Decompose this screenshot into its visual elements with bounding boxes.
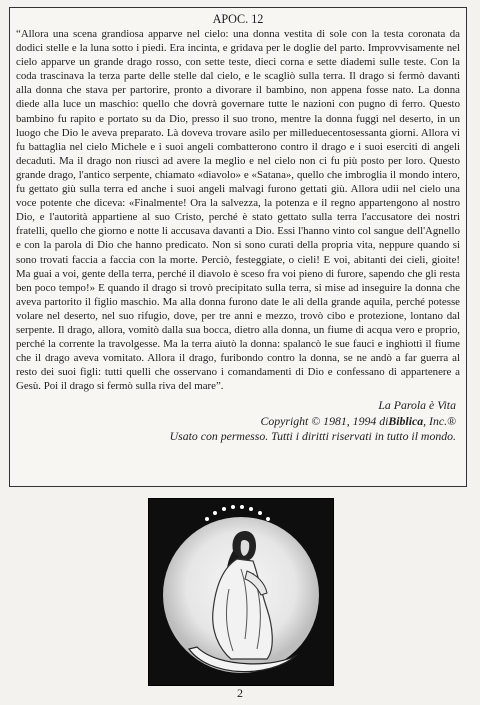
- publisher-name: Biblica: [388, 413, 424, 428]
- chapter-heading: APOC. 12: [212, 12, 264, 26]
- credit-copyright: Copyright © 1981, 1994 diBiblica, Inc.®: [260, 413, 456, 428]
- credit-permission: Usato con permesso. Tutti i diritti riservati in tutto il mondo.: [169, 429, 456, 444]
- scripture-box: [9, 7, 467, 487]
- credit-title: La Parola è Vita: [378, 398, 456, 413]
- scripture-text: “Allora una scena grandiosa apparve nel cielo: una donna vestita di sole con la testa coronata da dodici stelle e la luna sotto i piedi. Era incinta, e gridava per le doglie del parto. Improvvisamente nel cielo apparve un grande drago rosso, con sette teste, dieci corna e sette diademi sulle teste. Con la coda trascinava la terza parte delle stelle dal cielo, e le scagliò sulla terra. Il drago si fermò davanti alla donna che stava per partorire, pronto a divorare il bambino, non appena fosse nato. La donna diede alla luce un maschio: quello che dovrà governare tutte le nazioni con pugno di ferro. Questo bambino fu rapito e portato su da Dio, presso il suo trono, mentre la donna fuggì nel deserto, in un luogo che Dio le aveva preparato. Là doveva trovare asilo per milleduecentosessanta giorni. Allora vi fu battaglia nel cielo Michele e i suoi angeli combatterono contro il drago e i suoi eserciti di angeli decaduti. Ma il drago non riuscì ad avere la meglio e nel cielo non ci fu più posto per loro. Questo grande drago, l'antico serpente, chiamato «diavolo» e «Satana», quello che imbroglia il mondo intero, fu gettato giù sulla terra ed anche i suoi angeli malvagi furono gettati giù. Allora udii nel cielo una voce potente che diceva: «Finalmente! Ora la salvezza, la potenza e il regno appartengono al nostro Dio, e l'autorità appartiene al suo Cristo, perché è stato gettato sulla terra l'accusatore dei nostri fratelli, quello che giorno e notte li accusava davanti a Dio. Essi l'hanno vinto col sangue dell'Agnello e con la parola di Dio che hanno predicato. Non si sono curati della propria vita, neppure quando si sono trovati faccia a faccia con la morte. Perciò, festeggiate, o cieli! E voi, abitanti dei cieli, gioite! Ma guai a voi, gente della terra, perché il diavolo è sceso fra voi pieno di furore, sapendo che gli resta ben poco tempo!» E quando il drago si trovò precipitato sulla terra, si mise ad inseguire la donna che aveva partorito il figlio maschio. Ma alla donna furono date le ali della grande aquila, perché potesse volare nel deserto, nel suo rifugio, dove, per tre anni e mezzo, trovò cibo e protezione, lontano dal serpente. Il drago, allora, vomitò dalla sua bocca, dietro alla donna, un fiume di acqua vero e proprio, perché la corrente la travolgesse. Ma la terra aiutò la donna: spalancò le sue fauci e inghiottì il fiume che il drago aveva vomitato. Allora il drago, furibondo contro la donna, se ne andò a far guerra al resto dei suoi figli: tutti quelli che osservano i comandamenti di Dio e confessano di appartenere a Gesù. Poi il drago si fermò sulla riva del mare”.: [16, 28, 460, 393]
- woman-on-moon-illustration: [148, 498, 334, 686]
- illustration-svg: [149, 499, 333, 685]
- credits: [16, 398, 460, 445]
- page-number: 2: [237, 686, 243, 700]
